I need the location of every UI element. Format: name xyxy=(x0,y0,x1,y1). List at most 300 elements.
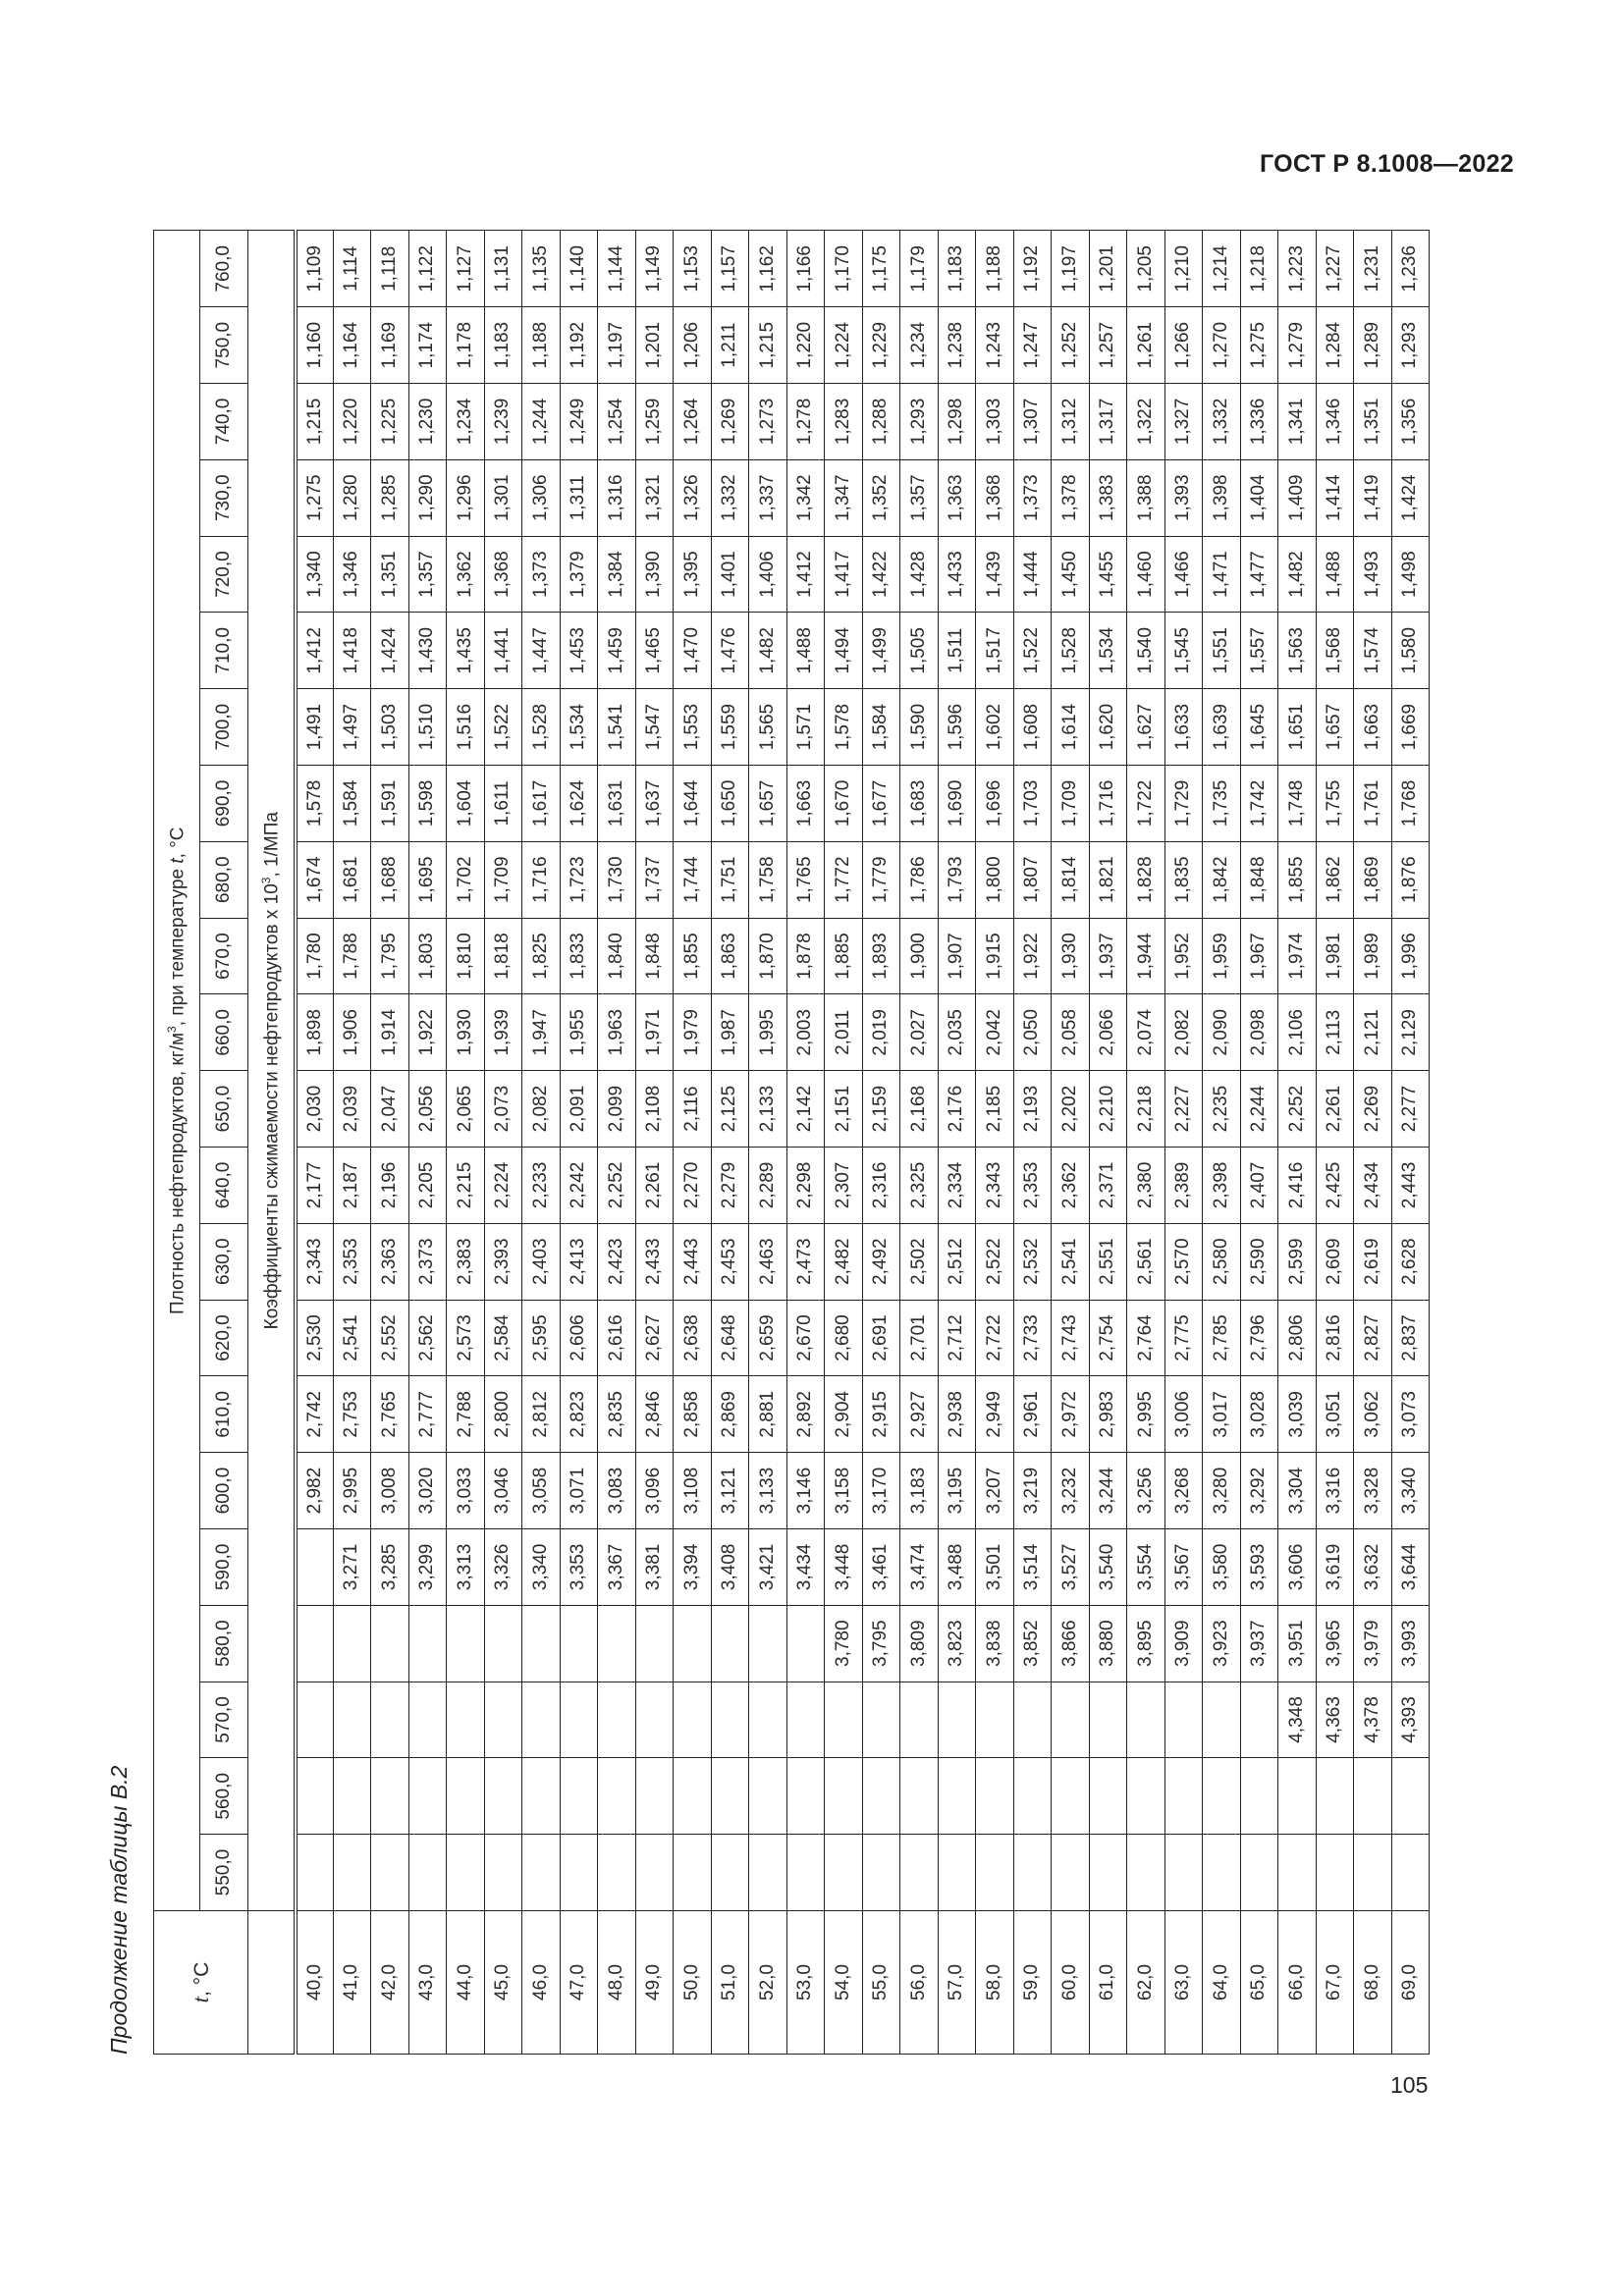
coefficient-cell: 1,197 xyxy=(1052,231,1090,307)
temperature-cell: 42,0 xyxy=(371,1911,409,2055)
coefficient-cell: 1,742 xyxy=(1240,766,1278,842)
coefficient-cell: 1,307 xyxy=(1013,384,1052,460)
density-column-header: 590,0 xyxy=(200,1529,248,1606)
coefficient-cell: 2,035 xyxy=(938,994,976,1071)
coefficient-cell: 1,631 xyxy=(598,766,636,842)
coefficient-cell: 3,434 xyxy=(786,1529,825,1606)
coefficient-cell: 3,448 xyxy=(825,1529,863,1606)
coefficient-cell: 1,930 xyxy=(447,994,485,1071)
coefficient-cell: 1,574 xyxy=(1354,613,1392,689)
coefficient-cell: 3,285 xyxy=(371,1529,409,1606)
coefficient-cell: 2,835 xyxy=(598,1376,636,1453)
coefficient-cell: 1,657 xyxy=(749,766,787,842)
coefficient-cell: 2,492 xyxy=(862,1223,900,1300)
coefficient-cell: 1,280 xyxy=(333,459,371,536)
coefficient-cell xyxy=(711,1605,749,1682)
coefficient-cell: 3,606 xyxy=(1278,1529,1317,1606)
coefficient-cell: 3,367 xyxy=(598,1529,636,1606)
coefficient-cell: 3,096 xyxy=(635,1453,674,1529)
coefficient-cell: 2,334 xyxy=(938,1148,976,1224)
coefficient-cell: 4,393 xyxy=(1391,1682,1430,1758)
coefficient-cell: 1,922 xyxy=(408,994,447,1071)
coefficient-cell: 1,644 xyxy=(674,766,712,842)
coefficient-cell xyxy=(1127,1682,1165,1758)
coefficient-cell: 2,413 xyxy=(560,1223,598,1300)
coefficient-cell: 2,371 xyxy=(1089,1148,1127,1224)
coefficient-cell: 1,955 xyxy=(560,994,598,1071)
coefficient-cell: 1,584 xyxy=(333,766,371,842)
temperature-cell: 56,0 xyxy=(900,1911,939,2055)
coefficient-cell: 1,702 xyxy=(447,841,485,918)
coefficient-cell: 2,453 xyxy=(711,1223,749,1300)
coefficient-cell xyxy=(749,1758,787,1835)
coefficient-cell xyxy=(1354,1835,1392,1911)
coefficient-cell: 1,311 xyxy=(560,459,598,536)
coefficient-cell: 3,923 xyxy=(1203,1605,1241,1682)
table-row xyxy=(749,231,787,2055)
coefficient-cell: 1,571 xyxy=(786,689,825,766)
coefficient-cell: 1,578 xyxy=(825,689,863,766)
coefficient-cell: 2,133 xyxy=(749,1071,787,1148)
temperature-cell: 63,0 xyxy=(1164,1911,1203,2055)
table-row xyxy=(1013,231,1052,2055)
coefficient-cell: 2,252 xyxy=(1278,1071,1317,1148)
coefficient-cell: 1,289 xyxy=(1354,307,1392,384)
temperature-cell: 50,0 xyxy=(674,1911,712,2055)
coefficient-cell xyxy=(1089,1758,1127,1835)
table-row xyxy=(1278,231,1317,2055)
density-column-header: 680,0 xyxy=(200,841,248,918)
coefficient-cell xyxy=(447,1682,485,1758)
coefficient-cell: 1,876 xyxy=(1391,841,1430,918)
coefficient-cell: 3,313 xyxy=(447,1529,485,1606)
coefficient-cell: 1,275 xyxy=(296,459,334,536)
coefficient-cell: 1,357 xyxy=(900,459,939,536)
density-column-header: 560,0 xyxy=(200,1758,248,1835)
coefficient-cell: 1,547 xyxy=(635,689,674,766)
temperature-cell: 47,0 xyxy=(560,1911,598,2055)
coefficient-cell: 1,183 xyxy=(938,231,976,307)
coefficient-cell: 1,351 xyxy=(371,536,409,613)
coefficient-cell: 3,058 xyxy=(522,1453,561,1529)
coefficient-cell: 1,709 xyxy=(1052,766,1090,842)
coefficient-cell: 1,412 xyxy=(786,536,825,613)
coefficient-cell: 2,858 xyxy=(674,1376,712,1453)
temperature-cell: 40,0 xyxy=(296,1911,334,2055)
coefficient-cell: 1,249 xyxy=(560,384,598,460)
coefficient-cell: 1,303 xyxy=(976,384,1014,460)
coefficient-cell: 1,326 xyxy=(674,459,712,536)
coefficient-cell: 1,755 xyxy=(1316,766,1354,842)
coefficient-cell: 2,434 xyxy=(1354,1148,1392,1224)
coefficient-cell xyxy=(408,1758,447,1835)
coefficient-cell: 2,058 xyxy=(1052,994,1090,1071)
coefficient-cell: 1,131 xyxy=(484,231,522,307)
coefficient-cell: 1,915 xyxy=(976,918,1014,994)
coefficient-cell: 2,561 xyxy=(1127,1223,1165,1300)
coefficient-cell: 1,149 xyxy=(635,231,674,307)
coefficient-cell: 1,637 xyxy=(635,766,674,842)
coefficient-cell: 1,488 xyxy=(786,613,825,689)
coefficient-cell: 2,764 xyxy=(1127,1300,1165,1376)
coefficient-cell: 3,593 xyxy=(1240,1529,1278,1606)
coefficient-cell: 1,166 xyxy=(786,231,825,307)
coefficient-cell: 1,144 xyxy=(598,231,636,307)
coefficient-cell: 2,353 xyxy=(1013,1148,1052,1224)
coefficient-cell: 1,870 xyxy=(749,918,787,994)
coefficient-cell: 2,463 xyxy=(749,1223,787,1300)
coefficient-cell: 2,108 xyxy=(635,1071,674,1148)
coefficient-cell xyxy=(635,1682,674,1758)
coefficient-cell: 2,090 xyxy=(1203,994,1241,1071)
coefficient-cell: 2,039 xyxy=(333,1071,371,1148)
coefficient-cell: 3,244 xyxy=(1089,1453,1127,1529)
coefficient-cell: 1,499 xyxy=(862,613,900,689)
table-row xyxy=(976,231,1014,2055)
coefficient-cell: 1,205 xyxy=(1127,231,1165,307)
coefficient-cell xyxy=(522,1682,561,1758)
table-caption: Продолжение таблицы В.2 xyxy=(106,1765,132,2055)
group-header-sup: 3 xyxy=(164,1026,179,1033)
coefficient-cell: 2,972 xyxy=(1052,1376,1090,1453)
coefficient-cell: 3,326 xyxy=(484,1529,522,1606)
coefficient-cell: 2,233 xyxy=(522,1148,561,1224)
coefficient-cell xyxy=(371,1835,409,1911)
coefficient-cell: 1,414 xyxy=(1316,459,1354,536)
coefficient-cell: 2,995 xyxy=(333,1453,371,1529)
coefficient-cell xyxy=(674,1682,712,1758)
coefficient-cell: 1,971 xyxy=(635,994,674,1071)
coefficient-cell: 1,937 xyxy=(1089,918,1127,994)
density-column-header: 750,0 xyxy=(200,307,248,384)
coefficient-cell: 1,231 xyxy=(1354,231,1392,307)
coefficient-cell: 2,680 xyxy=(825,1300,863,1376)
density-column-header: 570,0 xyxy=(200,1682,248,1758)
coefficient-cell: 2,393 xyxy=(484,1223,522,1300)
table-row xyxy=(560,231,598,2055)
coefficient-cell: 3,219 xyxy=(1013,1453,1052,1529)
coefficient-cell: 2,837 xyxy=(1391,1300,1430,1376)
coefficient-cell: 1,863 xyxy=(711,918,749,994)
coefficient-cell: 1,534 xyxy=(560,689,598,766)
coefficient-cell: 1,795 xyxy=(371,918,409,994)
coefficient-cell: 1,135 xyxy=(522,231,561,307)
coefficient-cell: 2,433 xyxy=(635,1223,674,1300)
coefficient-cell: 2,277 xyxy=(1391,1071,1430,1148)
group-header-unit: , °C xyxy=(167,827,189,859)
coefficient-cell xyxy=(296,1529,334,1606)
coefficient-cell xyxy=(1013,1835,1052,1911)
coefficient-cell: 2,307 xyxy=(825,1148,863,1224)
coefficient-cell: 1,869 xyxy=(1354,841,1392,918)
coefficient-cell: 3,644 xyxy=(1391,1529,1430,1606)
coefficient-cell: 1,418 xyxy=(333,613,371,689)
coefficient-cell xyxy=(711,1835,749,1911)
coefficient-cell: 3,619 xyxy=(1316,1529,1354,1606)
temperature-cell: 58,0 xyxy=(976,1911,1014,2055)
coefficient-cell: 2,532 xyxy=(1013,1223,1052,1300)
coefficient-cell: 1,384 xyxy=(598,536,636,613)
table-row xyxy=(1391,231,1430,2055)
coefficient-cell xyxy=(786,1835,825,1911)
coefficient-cell: 3,823 xyxy=(938,1605,976,1682)
coefficient-cell xyxy=(1240,1758,1278,1835)
coefficient-cell: 1,178 xyxy=(447,307,485,384)
coefficient-cell: 3,580 xyxy=(1203,1529,1241,1606)
coefficient-cell: 2,129 xyxy=(1391,994,1430,1071)
coefficient-cell: 2,343 xyxy=(296,1223,334,1300)
coefficient-cell xyxy=(711,1682,749,1758)
coefficient-cell: 2,159 xyxy=(862,1071,900,1148)
coefficient-cell: 3,795 xyxy=(862,1605,900,1682)
coefficient-cell: 2,363 xyxy=(371,1223,409,1300)
coefficient-cell: 2,398 xyxy=(1203,1148,1241,1224)
coefficient-cell: 1,488 xyxy=(1316,536,1354,613)
coefficient-cell: 1,674 xyxy=(296,841,334,918)
coefficient-cell: 1,218 xyxy=(1240,231,1278,307)
temperature-cell: 51,0 xyxy=(711,1911,749,2055)
coefficient-cell: 3,083 xyxy=(598,1453,636,1529)
coefficient-cell: 2,177 xyxy=(296,1148,334,1224)
coefficient-cell: 1,677 xyxy=(862,766,900,842)
table-row xyxy=(1316,231,1354,2055)
coefficient-cell: 1,346 xyxy=(1316,384,1354,460)
coefficient-cell: 1,179 xyxy=(900,231,939,307)
coefficient-cell: 1,183 xyxy=(484,307,522,384)
coefficient-cell: 1,419 xyxy=(1354,459,1392,536)
coefficient-cell: 1,215 xyxy=(749,307,787,384)
coefficient-cell: 1,162 xyxy=(749,231,787,307)
coefficient-cell: 1,170 xyxy=(825,231,863,307)
coefficient-cell: 2,473 xyxy=(786,1223,825,1300)
coefficient-cell: 1,584 xyxy=(862,689,900,766)
coefficient-cell: 1,491 xyxy=(296,689,334,766)
coefficient-cell: 2,187 xyxy=(333,1148,371,1224)
coefficient-cell: 2,091 xyxy=(560,1071,598,1148)
coefficient-cell: 2,325 xyxy=(900,1148,939,1224)
coefficient-cell: 1,404 xyxy=(1240,459,1278,536)
coefficient-cell: 1,114 xyxy=(333,231,371,307)
coefficient-cell: 1,257 xyxy=(1089,307,1127,384)
coefficient-cell: 1,898 xyxy=(296,994,334,1071)
coefficient-cell: 1,270 xyxy=(1203,307,1241,384)
coefficient-cell: 1,352 xyxy=(862,459,900,536)
coefficient-cell: 2,011 xyxy=(825,994,863,1071)
coefficient-cell: 1,906 xyxy=(333,994,371,1071)
coefficient-cell: 2,628 xyxy=(1391,1223,1430,1300)
coefficient-cell: 2,522 xyxy=(976,1223,1014,1300)
table-row xyxy=(371,231,409,2055)
coefficient-cell: 1,602 xyxy=(976,689,1014,766)
coefficient-cell xyxy=(1052,1835,1090,1911)
coefficient-cell xyxy=(598,1605,636,1682)
coefficient-cell: 1,510 xyxy=(408,689,447,766)
coefficient-cell: 1,247 xyxy=(1013,307,1052,384)
t-symbol: t xyxy=(188,1996,213,2003)
coefficient-cell: 1,696 xyxy=(976,766,1014,842)
coefficient-cell: 2,584 xyxy=(484,1300,522,1376)
coefficient-cell: 1,952 xyxy=(1164,918,1203,994)
coefficient-cell: 1,412 xyxy=(296,613,334,689)
coefficient-cell: 2,812 xyxy=(522,1376,561,1453)
density-column-header: 760,0 xyxy=(200,231,248,307)
coefficient-cell: 1,444 xyxy=(1013,536,1052,613)
density-column-header: 700,0 xyxy=(200,689,248,766)
table-row xyxy=(1052,231,1090,2055)
coefficient-cell: 1,503 xyxy=(371,689,409,766)
coefficient-cell: 2,003 xyxy=(786,994,825,1071)
coefficient-cell: 1,534 xyxy=(1089,613,1127,689)
coefficient-cell xyxy=(1240,1835,1278,1911)
coefficient-cell: 1,433 xyxy=(938,536,976,613)
coefficient-cell: 1,614 xyxy=(1052,689,1090,766)
coefficient-cell: 1,264 xyxy=(674,384,712,460)
coefficient-cell xyxy=(1203,1682,1241,1758)
group-header-suffix: , при температуре xyxy=(167,863,189,1027)
coefficient-cell: 1,409 xyxy=(1278,459,1317,536)
coefficient-cell: 1,944 xyxy=(1127,918,1165,994)
coefficient-cell: 1,321 xyxy=(635,459,674,536)
coefficient-cell: 1,211 xyxy=(711,307,749,384)
coefficient-cell: 1,238 xyxy=(938,307,976,384)
coefficient-cell: 1,828 xyxy=(1127,841,1165,918)
coefficient-cell: 3,632 xyxy=(1354,1529,1392,1606)
coefficient-cell: 1,140 xyxy=(560,231,598,307)
coefficient-cell: 1,477 xyxy=(1240,536,1278,613)
coefficient-cell: 2,827 xyxy=(1354,1300,1392,1376)
coefficient-cell: 1,460 xyxy=(1127,536,1165,613)
coefficient-cell: 1,342 xyxy=(786,459,825,536)
coefficient-cell: 3,039 xyxy=(1278,1376,1317,1453)
coefficient-cell: 2,915 xyxy=(862,1376,900,1453)
coefficient-cell: 1,214 xyxy=(1203,231,1241,307)
coefficient-cell: 1,210 xyxy=(1164,231,1203,307)
coefficient-cell: 2,753 xyxy=(333,1376,371,1453)
subtitle-row xyxy=(248,231,296,2055)
table-row xyxy=(1203,231,1241,2055)
coefficient-cell xyxy=(371,1605,409,1682)
coefficient-cell xyxy=(900,1835,939,1911)
coefficient-cell: 2,619 xyxy=(1354,1223,1392,1300)
coefficient-cell: 1,633 xyxy=(1164,689,1203,766)
temperature-cell: 45,0 xyxy=(484,1911,522,2055)
density-column-header: 600,0 xyxy=(200,1453,248,1529)
coefficient-cell: 3,232 xyxy=(1052,1453,1090,1529)
coefficient-cell xyxy=(598,1835,636,1911)
coefficient-cell: 1,284 xyxy=(1316,307,1354,384)
coefficient-cell xyxy=(447,1835,485,1911)
coefficient-cell: 4,378 xyxy=(1354,1682,1392,1758)
coefficient-cell: 1,206 xyxy=(674,307,712,384)
coefficient-cell: 1,476 xyxy=(711,613,749,689)
coefficient-cell: 1,356 xyxy=(1391,384,1430,460)
coefficient-cell: 1,332 xyxy=(711,459,749,536)
coefficient-cell xyxy=(900,1758,939,1835)
table-row xyxy=(484,231,522,2055)
coefficient-cell xyxy=(408,1835,447,1911)
coefficient-cell: 3,299 xyxy=(408,1529,447,1606)
coefficient-cell: 3,062 xyxy=(1354,1376,1392,1453)
coefficient-cell: 1,252 xyxy=(1052,307,1090,384)
coefficient-cell: 1,670 xyxy=(825,766,863,842)
coefficient-cell: 2,482 xyxy=(825,1223,863,1300)
coefficient-cell: 1,347 xyxy=(825,459,863,536)
compressibility-table xyxy=(153,230,1430,2055)
coefficient-cell: 2,754 xyxy=(1089,1300,1127,1376)
coefficient-cell: 1,855 xyxy=(674,918,712,994)
coefficient-cell: 3,937 xyxy=(1240,1605,1278,1682)
coefficient-cell xyxy=(862,1835,900,1911)
coefficient-cell: 2,073 xyxy=(484,1071,522,1148)
coefficient-cell: 1,341 xyxy=(1278,384,1317,460)
coefficient-cell: 2,691 xyxy=(862,1300,900,1376)
coefficient-cell: 2,224 xyxy=(484,1148,522,1224)
coefficient-cell: 3,271 xyxy=(333,1529,371,1606)
coefficient-cell: 3,017 xyxy=(1203,1376,1241,1453)
coefficient-cell: 2,443 xyxy=(674,1223,712,1300)
coefficient-cell: 2,638 xyxy=(674,1300,712,1376)
density-column-header: 710,0 xyxy=(200,613,248,689)
coefficient-cell: 1,681 xyxy=(333,841,371,918)
coefficient-cell: 1,283 xyxy=(825,384,863,460)
coefficient-cell: 1,511 xyxy=(938,613,976,689)
coefficient-cell: 1,722 xyxy=(1127,766,1165,842)
coefficient-cell: 1,639 xyxy=(1203,689,1241,766)
coefficient-cell: 1,378 xyxy=(1052,459,1090,536)
coefficient-cell: 1,611 xyxy=(484,766,522,842)
coefficient-cell: 2,042 xyxy=(976,994,1014,1071)
coefficient-cell: 1,244 xyxy=(522,384,561,460)
coefficient-cell: 3,146 xyxy=(786,1453,825,1529)
coefficient-cell: 2,573 xyxy=(447,1300,485,1376)
coefficient-cell xyxy=(1164,1682,1203,1758)
coefficient-cell: 1,761 xyxy=(1354,766,1392,842)
coefficient-cell: 2,125 xyxy=(711,1071,749,1148)
coefficient-cell: 1,439 xyxy=(976,536,1014,613)
coefficient-cell: 2,202 xyxy=(1052,1071,1090,1148)
coefficient-cell: 1,164 xyxy=(333,307,371,384)
coefficient-cell: 2,806 xyxy=(1278,1300,1317,1376)
temperature-cell: 53,0 xyxy=(786,1911,825,2055)
coefficient-cell: 2,927 xyxy=(900,1376,939,1453)
coefficient-cell: 1,690 xyxy=(938,766,976,842)
coefficient-cell: 3,394 xyxy=(674,1529,712,1606)
coefficient-cell: 2,193 xyxy=(1013,1071,1052,1148)
coefficient-cell xyxy=(598,1758,636,1835)
coefficient-cell xyxy=(484,1682,522,1758)
coefficient-cell: 3,033 xyxy=(447,1453,485,1529)
coefficient-cell: 2,196 xyxy=(371,1148,409,1224)
temperature-column-header xyxy=(154,1911,248,2055)
coefficient-cell: 2,733 xyxy=(1013,1300,1052,1376)
coefficient-cell: 1,169 xyxy=(371,307,409,384)
group-header-prefix: Плотность нефтепродуктов, кг/м xyxy=(167,1032,189,1314)
coefficient-cell xyxy=(1013,1758,1052,1835)
coefficient-cell: 2,712 xyxy=(938,1300,976,1376)
coefficient-cell xyxy=(371,1682,409,1758)
coefficient-cell xyxy=(635,1758,674,1835)
density-column-header: 620,0 xyxy=(200,1300,248,1376)
subtitle-sup: 3 xyxy=(258,877,273,884)
coefficient-cell xyxy=(825,1682,863,1758)
coefficient-cell: 1,306 xyxy=(522,459,561,536)
coefficient-cell xyxy=(1164,1758,1203,1835)
coefficient-cell xyxy=(635,1835,674,1911)
coefficient-cell: 2,065 xyxy=(447,1071,485,1148)
coefficient-cell: 1,285 xyxy=(371,459,409,536)
coefficient-cell: 2,541 xyxy=(1052,1223,1090,1300)
coefficient-cell xyxy=(786,1758,825,1835)
